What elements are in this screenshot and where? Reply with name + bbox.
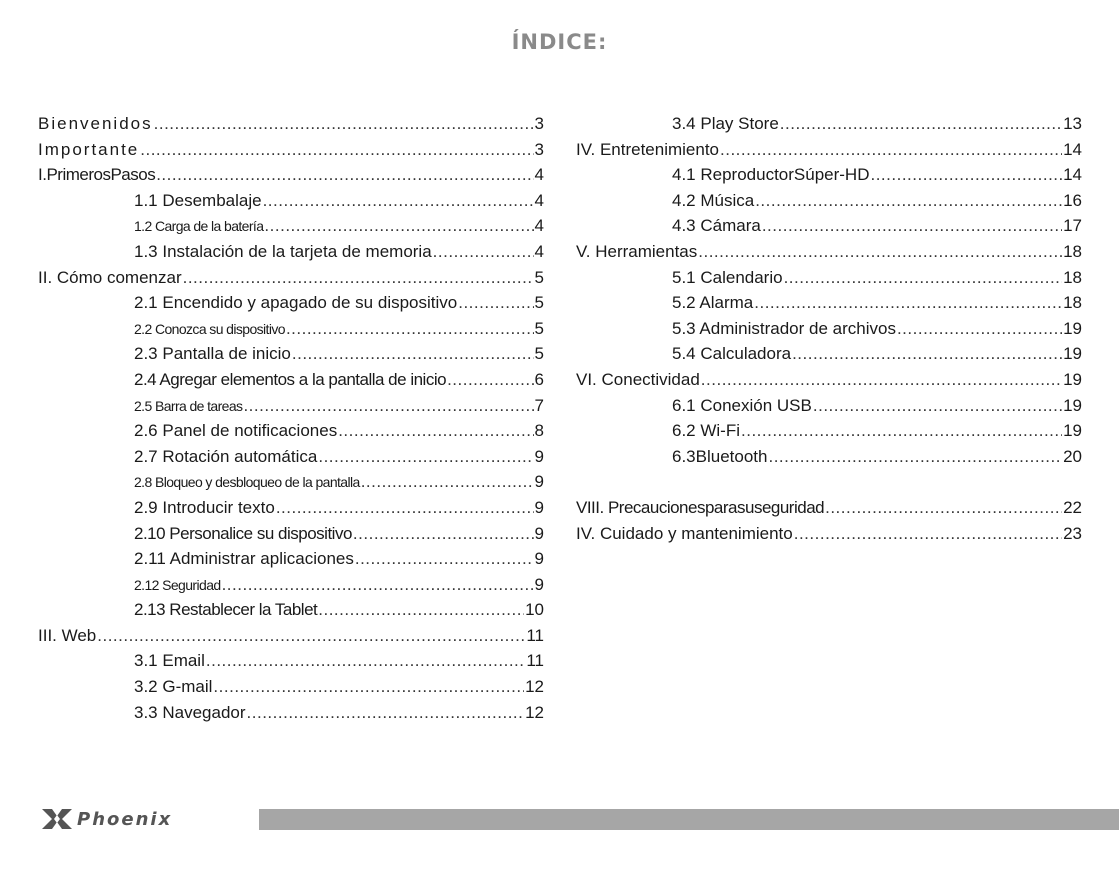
toc-entry-title: VI. Conectividad xyxy=(576,369,700,389)
dot-leader xyxy=(318,597,524,623)
toc-entry-page-number: 5 xyxy=(534,344,544,364)
toc-subsection-entry[interactable] xyxy=(38,597,544,623)
toc-entry-page-number: 14 xyxy=(1063,139,1082,159)
dot-leader xyxy=(183,265,534,291)
toc-entry-page-number: 8 xyxy=(534,421,544,441)
toc-entry-page-number: 9 xyxy=(534,446,544,466)
toc-subsection-entry[interactable] xyxy=(38,700,544,726)
toc-entry-page-number: 7 xyxy=(534,395,544,415)
toc-entry-page-number: 9 xyxy=(534,549,544,569)
toc-entry-page-number: 12 xyxy=(525,677,544,697)
toc-entry-title: 2.6 Panel de notificaciones xyxy=(134,421,338,441)
toc-subsection-entry[interactable] xyxy=(576,316,1082,342)
toc-entry-title: Importante xyxy=(38,139,140,159)
toc-entry-title: II. Cómo comenzar xyxy=(38,267,182,287)
toc-entry-title: 5.4 Calculadora xyxy=(672,344,792,364)
toc-section-entry[interactable] xyxy=(38,111,544,137)
dot-leader xyxy=(447,367,533,393)
toc-entry-page-number: 19 xyxy=(1063,344,1082,364)
toc-entry-title: 5.1 Calendario xyxy=(672,267,783,287)
toc-subsection-entry[interactable] xyxy=(38,341,544,367)
toc-entry-title: VIII. Precaucionesparasuseguridad xyxy=(576,497,825,517)
brand-logo xyxy=(40,806,172,832)
toc-section-entry[interactable] xyxy=(576,521,1082,547)
toc-section-entry[interactable] xyxy=(38,162,544,188)
toc-entry-page-number: 9 xyxy=(534,574,544,594)
toc-subsection-entry[interactable] xyxy=(576,188,1082,214)
toc-entry-title: 2.11 Administrar aplicaciones xyxy=(134,549,354,569)
toc-entry-title: 4.2 Música xyxy=(672,190,755,210)
dot-leader xyxy=(762,213,1062,239)
dot-leader xyxy=(897,316,1062,342)
toc-entry-title: 1.3 Instalación de la tarjeta de memoria xyxy=(134,241,432,261)
toc-subsection-entry[interactable] xyxy=(38,188,544,214)
toc-left-column xyxy=(38,111,544,725)
toc-entry-title: I.PrimerosPasos xyxy=(38,165,156,185)
dot-leader xyxy=(243,393,533,419)
toc-entry-title: 5.3 Administrador de archivos xyxy=(672,318,896,338)
toc-entry-page-number: 13 xyxy=(1063,114,1082,133)
toc-entry-title: IV. Cuidado y mantenimiento xyxy=(576,523,793,543)
toc-entry-page-number: 19 xyxy=(1063,318,1082,338)
toc-entry-page-number: 11 xyxy=(526,625,544,645)
dot-leader xyxy=(433,239,534,265)
toc-entry-page-number: 18 xyxy=(1063,293,1082,313)
footer xyxy=(0,806,1119,832)
toc-entry-title: 3.3 Navegador xyxy=(134,702,246,722)
toc-subsection-entry[interactable] xyxy=(576,393,1082,419)
dot-leader xyxy=(355,546,534,572)
dot-leader xyxy=(276,495,534,521)
dot-leader xyxy=(263,188,534,214)
toc-entry-title: 2.10 Personalice su dispositivo xyxy=(134,523,352,543)
toc-entry-title: 2.8 Bloqueo y desbloqueo de la pantalla xyxy=(134,474,360,491)
toc-entry-title: V. Herramientas xyxy=(576,241,698,261)
toc-entry-title: 1.2 Carga de la batería xyxy=(134,218,264,235)
toc-entry-page-number: 14 xyxy=(1063,165,1082,185)
toc-entry-page-number: 5 xyxy=(534,267,544,287)
toc-entry-title: 2.1 Encendido y apagado de su dispositivo xyxy=(134,293,458,313)
toc-entry-page-number: 4 xyxy=(534,216,544,236)
toc-section-entry[interactable] xyxy=(576,367,1082,393)
dot-leader xyxy=(720,137,1062,163)
dot-leader xyxy=(213,674,524,700)
toc-section-entry[interactable] xyxy=(576,239,1082,265)
dot-leader xyxy=(338,418,533,444)
toc-subsection-entry[interactable] xyxy=(38,674,544,700)
toc-entry-page-number: 16 xyxy=(1063,190,1082,210)
toc-entry-page-number: 20 xyxy=(1063,446,1082,466)
toc-entry-title: 2.12 Seguridad xyxy=(134,576,221,593)
toc-subsection-entry[interactable] xyxy=(38,418,544,444)
toc-entry-page-number: 17 xyxy=(1063,216,1082,236)
toc-entry-page-number: 6 xyxy=(534,369,544,389)
dot-leader xyxy=(318,444,533,470)
toc-right-column xyxy=(576,111,1082,546)
toc-section-entry[interactable] xyxy=(38,137,544,163)
toc-entry-title: IV. Entretenimiento xyxy=(576,139,720,159)
dot-leader xyxy=(794,521,1062,547)
toc-entry-title: 2.9 Introducir texto xyxy=(134,497,275,517)
toc-subsection-entry[interactable] xyxy=(38,213,544,239)
toc-entry-title: III. Web xyxy=(38,625,97,645)
toc-entry-page-number: 5 xyxy=(534,318,544,338)
toc-entry-page-number: 10 xyxy=(525,600,544,620)
dot-leader xyxy=(870,162,1062,188)
dot-leader xyxy=(140,137,533,163)
toc-entry-page-number: 4 xyxy=(534,165,544,185)
toc-entry-page-number: 19 xyxy=(1063,395,1082,415)
toc-entry-page-number: 9 xyxy=(534,523,544,543)
dot-leader xyxy=(264,213,533,239)
toc-entry-title: 3.2 G-mail xyxy=(134,677,213,697)
dot-leader xyxy=(813,393,1062,419)
dot-leader xyxy=(755,188,1062,214)
toc-entry-title: 2.4 Agregar elementos a la pantalla de inicio xyxy=(134,369,447,389)
dot-leader xyxy=(206,648,525,674)
toc-entry-title: 2.3 Pantalla de inicio xyxy=(134,344,291,364)
toc-entry-page-number: 22 xyxy=(1063,497,1082,517)
dot-leader xyxy=(458,290,533,316)
dot-leader xyxy=(825,495,1062,521)
toc-entry-page-number: 11 xyxy=(526,651,544,671)
dot-leader xyxy=(698,239,1062,265)
dot-leader xyxy=(780,111,1062,137)
toc-entry-title: 1.1 Desembalaje xyxy=(134,190,262,210)
toc-entry-title: 6.3Bluetooth xyxy=(672,446,768,466)
toc-entry-page-number: 18 xyxy=(1063,241,1082,261)
dot-leader xyxy=(292,341,534,367)
dot-leader xyxy=(222,572,534,598)
toc-entry-page-number: 19 xyxy=(1063,421,1082,441)
dot-leader xyxy=(768,444,1062,470)
toc-subsection-entry[interactable] xyxy=(38,444,544,470)
toc-entry-title: 6.2 Wi-Fi xyxy=(672,421,740,441)
toc-entry-title: 2.13 Restablecer la Tablet xyxy=(134,600,318,620)
toc-subsection-entry[interactable] xyxy=(576,444,1082,470)
dot-leader xyxy=(154,111,534,137)
toc-subsection-entry[interactable] xyxy=(38,239,544,265)
toc-subsection-entry[interactable] xyxy=(38,316,544,342)
toc-subsection-entry[interactable] xyxy=(38,546,544,572)
toc-subsection-entry[interactable] xyxy=(576,213,1082,239)
toc-subsection-entry[interactable] xyxy=(38,648,544,674)
toc-subsection-entry[interactable] xyxy=(576,418,1082,444)
toc-entry-title: Bienvenidos xyxy=(38,114,153,133)
page-title: ÍNDICE: xyxy=(511,30,608,54)
toc-section-entry[interactable] xyxy=(38,623,544,649)
toc-subsection-entry[interactable] xyxy=(38,495,544,521)
brand-name: Phoenix xyxy=(77,808,173,830)
toc-entry-title: 2.5 Barra de tareas xyxy=(134,397,243,414)
toc-subsection-entry[interactable] xyxy=(38,367,544,393)
toc-entry-title: 3.1 Email xyxy=(134,651,205,671)
toc-entry-page-number: 4 xyxy=(534,241,544,261)
toc-subsection-entry[interactable] xyxy=(576,265,1082,291)
toc-entry-page-number: 9 xyxy=(534,497,544,517)
toc-entry-page-number: 5 xyxy=(534,293,544,313)
toc-subsection-entry[interactable] xyxy=(576,111,1082,137)
dot-leader xyxy=(286,316,534,342)
toc-entry-title: 4.1 ReproductorSúper-HD xyxy=(672,165,870,185)
toc-entry-title: 3.4 Play Store xyxy=(672,114,779,133)
toc-section-entry[interactable] xyxy=(576,137,1082,163)
dot-leader xyxy=(156,162,533,188)
dot-leader xyxy=(97,623,525,649)
toc-section-entry[interactable] xyxy=(38,265,544,291)
toc-entry-title: 6.1 Conexión USB xyxy=(672,395,812,415)
toc-entry-title: 5.2 Alarma xyxy=(672,293,754,313)
toc-entry-page-number: 23 xyxy=(1063,523,1082,543)
toc-entry-page-number: 9 xyxy=(534,472,544,492)
dot-leader xyxy=(784,265,1063,291)
dot-leader xyxy=(247,700,525,726)
toc-entry-page-number: 12 xyxy=(525,702,544,722)
dot-leader xyxy=(792,341,1062,367)
toc-subsection-entry[interactable] xyxy=(38,393,544,419)
footer-bar xyxy=(259,809,1119,830)
dot-leader xyxy=(701,367,1062,393)
toc-subsection-entry[interactable] xyxy=(38,469,544,495)
toc-subsection-entry[interactable] xyxy=(38,521,544,547)
toc-subsection-entry[interactable] xyxy=(576,341,1082,367)
toc-entry-page-number: 3 xyxy=(534,114,544,133)
toc-section-entry[interactable] xyxy=(576,495,1082,521)
dot-leader xyxy=(754,290,1062,316)
toc-subsection-entry[interactable] xyxy=(38,572,544,598)
toc-entry-title: 2.2 Conozca su dispositivo xyxy=(134,320,285,337)
toc-subsection-entry[interactable] xyxy=(38,290,544,316)
toc-subsection-entry[interactable] xyxy=(576,290,1082,316)
toc-entry-title: 2.7 Rotación automática xyxy=(134,446,318,466)
dot-leader xyxy=(361,469,534,495)
toc-entry-page-number: 4 xyxy=(534,190,544,210)
toc-entry-page-number: 18 xyxy=(1063,267,1082,287)
toc-subsection-entry[interactable] xyxy=(576,162,1082,188)
dot-leader xyxy=(353,521,534,547)
toc-entry-title: 4.3 Cámara xyxy=(672,216,761,236)
dot-leader xyxy=(741,418,1062,444)
toc-entry-page-number: 19 xyxy=(1063,369,1082,389)
phoenix-x-logo-icon xyxy=(40,807,74,831)
toc-entry-page-number: 3 xyxy=(534,139,544,159)
